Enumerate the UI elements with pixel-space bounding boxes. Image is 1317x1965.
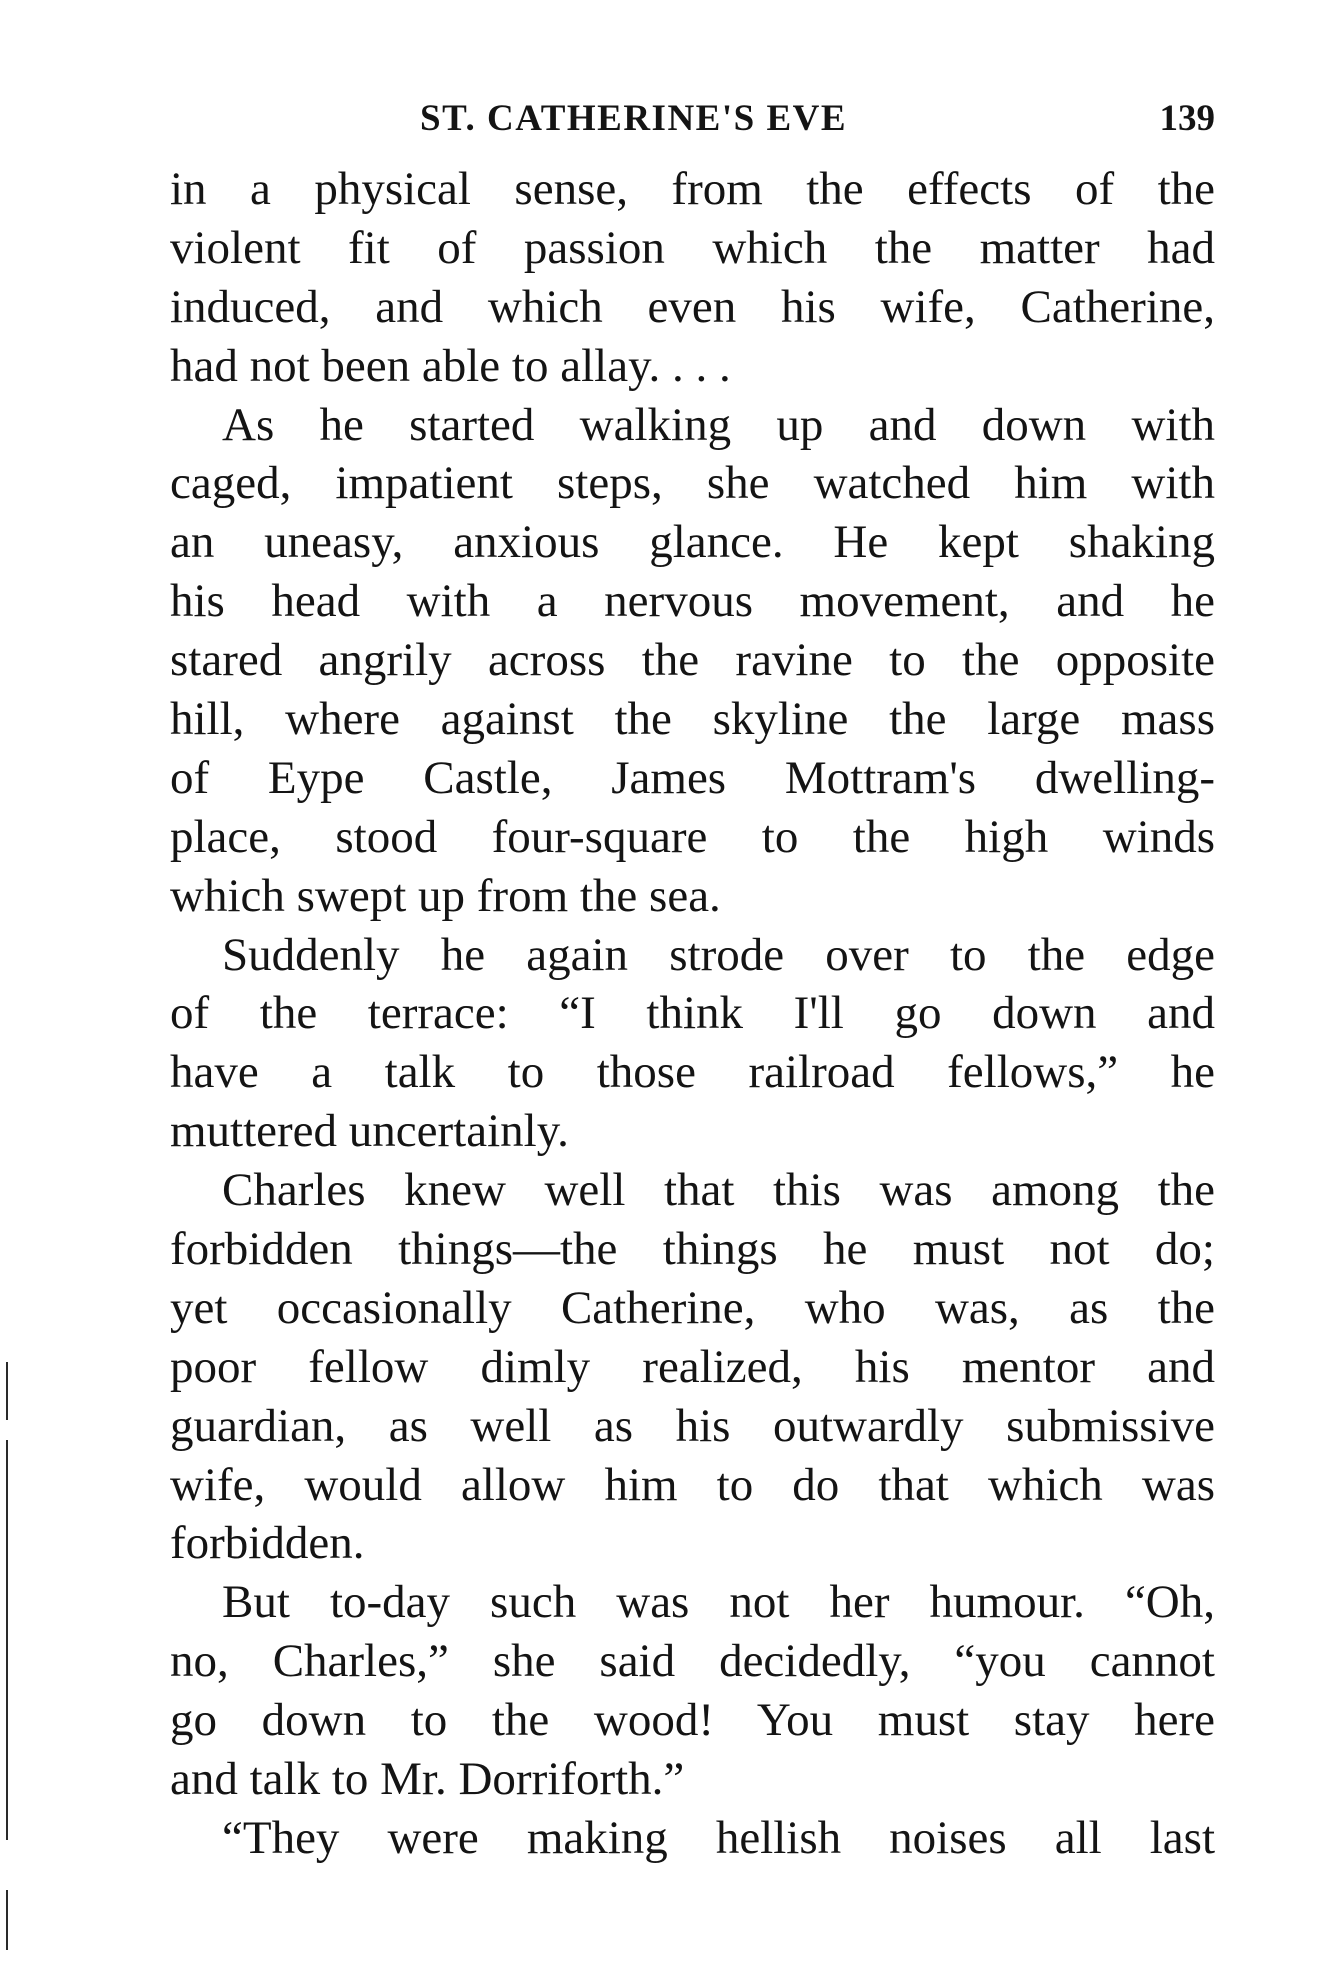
text-line: stared angrily across the ravine to the opposite bbox=[170, 634, 1215, 687]
text-line: go down to the wood! You must stay here bbox=[170, 1694, 1215, 1747]
text-line: no, Charles,” she said decidedly, “you cannot bbox=[170, 1635, 1215, 1688]
text-line: of Eype Castle, James Mottram's dwelling- bbox=[170, 751, 1215, 804]
text-line: “They were making hellish noises all last bbox=[222, 1811, 1215, 1864]
text-line: induced, and which even his wife, Catherine, bbox=[170, 280, 1215, 333]
scan-edge-mark bbox=[6, 1362, 8, 1420]
text-line: Charles knew well that this was among the bbox=[222, 1164, 1215, 1217]
text-line: yet occasionally Catherine, who was, as the bbox=[170, 1281, 1215, 1334]
text-line: As he started walking up and down with bbox=[222, 398, 1215, 451]
text-line: which swept up from the sea. bbox=[170, 869, 721, 922]
scan-edge-mark bbox=[6, 1440, 8, 1840]
text-line: had not been able to allay. . . . bbox=[170, 339, 731, 392]
text-line: and talk to Mr. Dorriforth.” bbox=[170, 1753, 685, 1806]
text-line: in a physical sense, from the effects of the bbox=[170, 163, 1215, 215]
text-line: Suddenly he again strode over to the edge bbox=[222, 928, 1215, 981]
scan-edge-mark bbox=[6, 1890, 8, 1950]
text-line: forbidden. bbox=[170, 1517, 365, 1570]
text-line: place, stood four-square to the high winds bbox=[170, 810, 1215, 863]
text-line: violent fit of passion which the matter had bbox=[170, 221, 1215, 274]
text-line: an uneasy, anxious glance. He kept shaking bbox=[170, 516, 1215, 569]
text-line: muttered uncertainly. bbox=[170, 1105, 569, 1158]
text-line: poor fellow dimly realized, his mentor and bbox=[170, 1340, 1215, 1393]
text-line: his head with a nervous movement, and he bbox=[170, 575, 1215, 628]
text-line: hill, where against the skyline the large mass bbox=[170, 693, 1215, 746]
text-line: But to-day such was not her humour. “Oh, bbox=[222, 1576, 1215, 1629]
text-line: caged, impatient steps, she watched him with bbox=[170, 457, 1215, 510]
text-line: of the terrace: “I think I'll go down and bbox=[170, 987, 1215, 1040]
text-line: guardian, as well as his outwardly submissive bbox=[170, 1399, 1215, 1452]
running-head bbox=[170, 97, 1215, 147]
text-line: wife, would allow him to do that which was bbox=[170, 1458, 1215, 1511]
page-number: 139 bbox=[1159, 98, 1215, 139]
running-title: ST. CATHERINE'S EVE bbox=[420, 98, 848, 139]
text-line: have a talk to those railroad fellows,” he bbox=[170, 1046, 1215, 1099]
text-line: forbidden things—the things he must not do; bbox=[170, 1223, 1215, 1276]
body-text bbox=[170, 160, 1215, 1868]
